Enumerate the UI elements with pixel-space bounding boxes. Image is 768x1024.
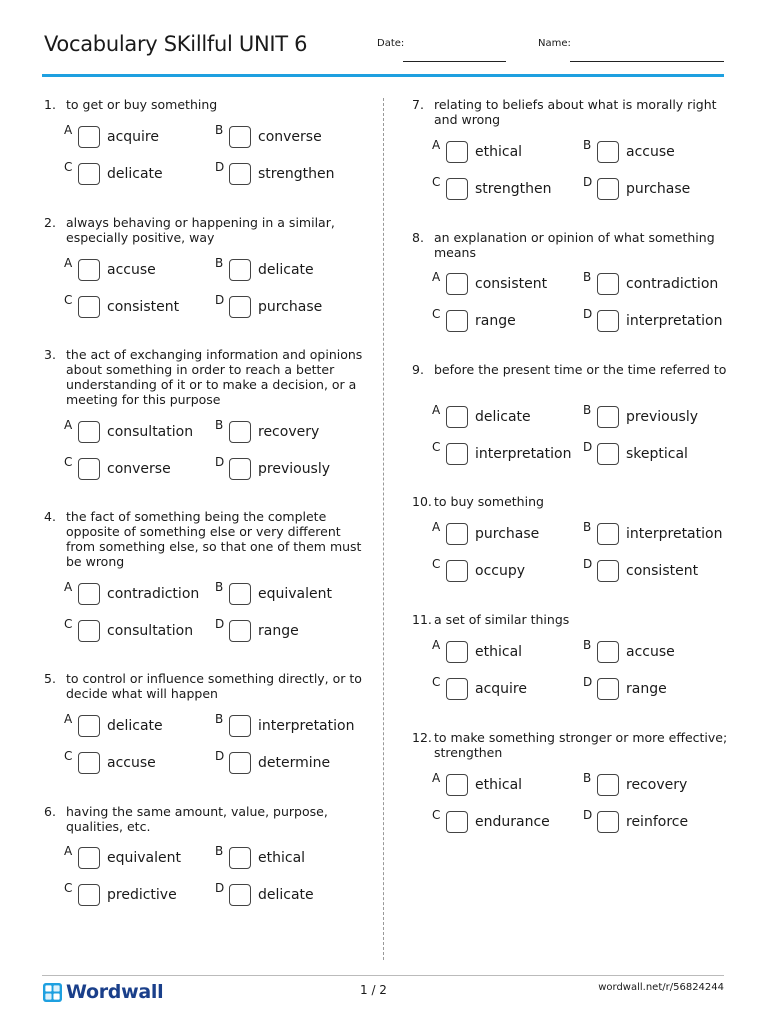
question-number: 11.	[412, 612, 432, 627]
answer-checkbox[interactable]	[446, 406, 468, 428]
wordwall-logo-icon	[43, 983, 62, 1002]
option-word: previously	[258, 461, 331, 477]
answer-option[interactable]	[583, 773, 733, 797]
option-letter: A	[64, 580, 73, 594]
answer-checkbox[interactable]	[229, 421, 251, 443]
answer-checkbox[interactable]	[229, 583, 251, 605]
option-letter: B	[583, 771, 592, 785]
option-word: interpretation	[626, 526, 723, 542]
option-word: consistent	[626, 563, 699, 579]
answer-option[interactable]	[432, 640, 582, 664]
question-text: relating to beliefs about what is morally right and wrong	[434, 97, 717, 127]
option-word: accuse	[107, 755, 156, 771]
option-word: determine	[258, 755, 331, 771]
option-letter: C	[432, 440, 441, 454]
option-word: ethical	[475, 777, 523, 793]
question-number: 12.	[412, 730, 432, 745]
answer-checkbox[interactable]	[78, 458, 100, 480]
answer-checkbox[interactable]	[78, 163, 100, 185]
answer-checkbox[interactable]	[446, 273, 468, 295]
option-letter: A	[432, 138, 441, 152]
header-divider	[42, 74, 724, 77]
option-word: consultation	[107, 424, 194, 440]
answer-option[interactable]	[432, 272, 582, 296]
answer-option[interactable]	[215, 883, 365, 907]
footer-url[interactable]: wordwall.net/r/56824244	[598, 982, 724, 993]
answer-checkbox[interactable]	[597, 678, 619, 700]
answer-option[interactable]	[432, 405, 582, 429]
option-letter: B	[215, 123, 224, 137]
option-word: previously	[626, 409, 699, 425]
option-letter: B	[215, 418, 224, 432]
answer-checkbox[interactable]	[78, 259, 100, 281]
option-word: equivalent	[107, 850, 181, 866]
option-letter: C	[432, 307, 441, 321]
option-word: recovery	[626, 777, 688, 793]
answer-checkbox[interactable]	[446, 523, 468, 545]
option-word: range	[626, 681, 667, 697]
answer-checkbox[interactable]	[446, 678, 468, 700]
question-text: the act of exchanging information and opinions about something in order to reach a better understanding of it or to make a decision, or a meeting for this purpose	[66, 347, 363, 407]
answer-checkbox[interactable]	[78, 583, 100, 605]
option-word: accuse	[107, 262, 156, 278]
answer-option[interactable]	[432, 140, 582, 164]
option-letter: A	[432, 771, 441, 785]
option-letter: B	[583, 138, 592, 152]
answer-checkbox[interactable]	[446, 641, 468, 663]
option-letter: C	[64, 749, 73, 763]
question-number: 9.	[412, 362, 424, 377]
option-word: acquire	[107, 129, 159, 145]
option-letter: D	[583, 557, 593, 571]
answer-checkbox[interactable]	[597, 774, 619, 796]
option-letter: B	[583, 270, 592, 284]
question-number: 2.	[44, 215, 56, 230]
answer-checkbox[interactable]	[229, 847, 251, 869]
option-letter: A	[432, 520, 441, 534]
answer-checkbox[interactable]	[229, 296, 251, 318]
answer-checkbox[interactable]	[446, 811, 468, 833]
answer-option[interactable]	[432, 810, 582, 834]
answer-option[interactable]	[64, 883, 214, 907]
option-letter: A	[64, 712, 73, 726]
answer-option[interactable]	[432, 177, 582, 201]
answer-checkbox[interactable]	[78, 620, 100, 642]
answer-checkbox[interactable]	[597, 310, 619, 332]
option-letter: B	[583, 520, 592, 534]
option-letter: C	[432, 675, 441, 689]
option-letter: A	[64, 123, 73, 137]
answer-checkbox[interactable]	[446, 141, 468, 163]
answer-option[interactable]	[64, 125, 214, 149]
answer-option[interactable]	[583, 559, 733, 583]
brand-name: Wordwall	[66, 981, 164, 1003]
option-letter: B	[583, 403, 592, 417]
option-letter: B	[215, 580, 224, 594]
answer-option[interactable]	[583, 177, 733, 201]
option-word: equivalent	[258, 586, 332, 602]
question-text: the fact of something being the complete opposite of something else or very different from something else, so that one of them must be wrong	[66, 509, 362, 569]
question-text: to buy something	[434, 494, 544, 509]
option-word: delicate	[258, 887, 314, 903]
answer-option[interactable]	[215, 582, 365, 606]
answer-checkbox[interactable]	[229, 458, 251, 480]
page-title: Vocabulary SKillful UNIT 6	[44, 32, 308, 56]
answer-option[interactable]	[64, 582, 214, 606]
question-number: 6.	[44, 804, 56, 819]
answer-checkbox[interactable]	[597, 178, 619, 200]
option-letter: C	[432, 808, 441, 822]
answer-checkbox[interactable]	[229, 752, 251, 774]
answer-option[interactable]	[215, 714, 365, 738]
answer-checkbox[interactable]	[597, 811, 619, 833]
answer-option[interactable]	[215, 420, 365, 444]
answer-checkbox[interactable]	[446, 774, 468, 796]
question-text: to get or buy something	[66, 97, 218, 112]
option-letter: B	[215, 712, 224, 726]
answer-option[interactable]	[64, 619, 214, 643]
option-word: strengthen	[475, 181, 552, 197]
answer-checkbox[interactable]	[597, 443, 619, 465]
option-letter: A	[432, 638, 441, 652]
answer-option[interactable]	[215, 258, 365, 282]
option-word: skeptical	[626, 446, 688, 462]
option-word: delicate	[107, 718, 163, 734]
option-word: accuse	[626, 144, 675, 160]
question-number: 10.	[412, 494, 432, 509]
option-word: consultation	[107, 623, 194, 639]
answer-option[interactable]	[64, 714, 214, 738]
option-word: ethical	[475, 144, 523, 160]
answer-option[interactable]	[215, 162, 365, 186]
answer-checkbox[interactable]	[229, 163, 251, 185]
answer-checkbox[interactable]	[78, 715, 100, 737]
answer-option[interactable]	[583, 522, 733, 546]
option-letter: D	[583, 307, 593, 321]
answer-option[interactable]	[64, 457, 214, 481]
option-word: acquire	[475, 681, 527, 697]
answer-option[interactable]	[64, 751, 214, 775]
column-divider	[383, 98, 384, 960]
option-letter: D	[583, 808, 593, 822]
answer-option[interactable]	[432, 309, 582, 333]
option-letter: A	[432, 403, 441, 417]
option-word: occupy	[475, 563, 526, 579]
option-word: ethical	[258, 850, 306, 866]
question-text: always behaving or happening in a similar, especially positive, way	[66, 215, 335, 245]
answer-option[interactable]	[215, 295, 365, 319]
answer-checkbox[interactable]	[78, 296, 100, 318]
answer-option[interactable]	[432, 559, 582, 583]
question-number: 7.	[412, 97, 424, 112]
option-word: predictive	[107, 887, 177, 903]
answer-option[interactable]	[215, 751, 365, 775]
question-number: 4.	[44, 509, 56, 524]
option-word: contradiction	[107, 586, 200, 602]
answer-option[interactable]	[583, 140, 733, 164]
option-word: delicate	[107, 166, 163, 182]
answer-option[interactable]	[215, 125, 365, 149]
option-word: purchase	[626, 181, 691, 197]
option-letter: A	[64, 418, 73, 432]
option-word: contradiction	[626, 276, 719, 292]
option-letter: C	[432, 557, 441, 571]
option-word: range	[258, 623, 299, 639]
option-letter: C	[64, 455, 73, 469]
answer-option[interactable]	[64, 162, 214, 186]
answer-checkbox[interactable]	[597, 141, 619, 163]
answer-checkbox[interactable]	[446, 560, 468, 582]
answer-option[interactable]	[583, 677, 733, 701]
date-label: Date:	[377, 38, 405, 49]
answer-checkbox[interactable]	[446, 310, 468, 332]
answer-checkbox[interactable]	[597, 560, 619, 582]
option-word: delicate	[475, 409, 531, 425]
option-letter: C	[432, 175, 441, 189]
answer-checkbox[interactable]	[229, 259, 251, 281]
answer-checkbox[interactable]	[78, 752, 100, 774]
answer-option[interactable]	[64, 846, 214, 870]
option-word: recovery	[258, 424, 320, 440]
option-word: converse	[258, 129, 322, 145]
question-number: 8.	[412, 230, 424, 245]
option-letter: D	[215, 455, 225, 469]
option-word: strengthen	[258, 166, 335, 182]
answer-option[interactable]	[583, 309, 733, 333]
option-letter: D	[583, 175, 593, 189]
option-word: reinforce	[626, 814, 689, 830]
option-word: purchase	[258, 299, 323, 315]
name-field-line[interactable]	[570, 61, 724, 62]
answer-option[interactable]	[64, 295, 214, 319]
answer-checkbox[interactable]	[229, 715, 251, 737]
answer-option[interactable]	[64, 258, 214, 282]
option-letter: D	[215, 617, 225, 631]
option-word: consistent	[107, 299, 180, 315]
answer-option[interactable]	[583, 272, 733, 296]
question-number: 1.	[44, 97, 56, 112]
question-text: a set of similar things	[434, 612, 570, 627]
option-letter: B	[215, 844, 224, 858]
option-word: consistent	[475, 276, 548, 292]
answer-option[interactable]	[432, 442, 582, 466]
answer-option[interactable]	[583, 405, 733, 429]
answer-option[interactable]	[215, 457, 365, 481]
answer-option[interactable]	[215, 619, 365, 643]
option-letter: D	[583, 440, 593, 454]
question-text: to make something stronger or more effective; strengthen	[434, 730, 728, 760]
option-letter: C	[64, 881, 73, 895]
answer-option[interactable]	[432, 522, 582, 546]
page-number: 1 / 2	[360, 983, 387, 997]
answer-checkbox[interactable]	[597, 406, 619, 428]
option-word: purchase	[475, 526, 540, 542]
option-letter: A	[64, 844, 73, 858]
option-letter: D	[215, 749, 225, 763]
option-letter: D	[215, 293, 225, 307]
answer-checkbox[interactable]	[446, 178, 468, 200]
option-word: endurance	[475, 814, 550, 830]
answer-checkbox[interactable]	[78, 847, 100, 869]
answer-checkbox[interactable]	[78, 421, 100, 443]
option-letter: D	[215, 881, 225, 895]
answer-option[interactable]	[583, 442, 733, 466]
option-letter: C	[64, 617, 73, 631]
option-word: range	[475, 313, 516, 329]
worksheet-header	[44, 30, 724, 78]
answer-option[interactable]	[583, 640, 733, 664]
option-letter: C	[64, 293, 73, 307]
answer-checkbox[interactable]	[229, 126, 251, 148]
option-word: accuse	[626, 644, 675, 660]
option-word: interpretation	[475, 446, 572, 462]
option-letter: A	[64, 256, 73, 270]
option-letter: C	[64, 160, 73, 174]
question-number: 3.	[44, 347, 56, 362]
answer-checkbox[interactable]	[446, 443, 468, 465]
option-letter: A	[432, 270, 441, 284]
answer-checkbox[interactable]	[597, 273, 619, 295]
option-letter: D	[215, 160, 225, 174]
question-text: an explanation or opinion of what something means	[434, 230, 715, 260]
answer-checkbox[interactable]	[597, 641, 619, 663]
option-letter: B	[583, 638, 592, 652]
question-text: before the present time or the time referred to	[434, 362, 727, 377]
option-letter: B	[215, 256, 224, 270]
option-word: converse	[107, 461, 171, 477]
answer-option[interactable]	[583, 810, 733, 834]
answer-checkbox[interactable]	[229, 884, 251, 906]
option-letter: D	[583, 675, 593, 689]
option-word: interpretation	[258, 718, 355, 734]
answer-option[interactable]	[215, 846, 365, 870]
question-number: 5.	[44, 671, 56, 686]
answer-option[interactable]	[432, 773, 582, 797]
answer-checkbox[interactable]	[597, 523, 619, 545]
option-word: delicate	[258, 262, 314, 278]
answer-checkbox[interactable]	[78, 884, 100, 906]
option-word: ethical	[475, 644, 523, 660]
name-label: Name:	[538, 38, 571, 49]
answer-checkbox[interactable]	[229, 620, 251, 642]
option-word: interpretation	[626, 313, 723, 329]
question-text: having the same amount, value, purpose, qualities, etc.	[66, 804, 328, 834]
question-text: to control or influence something directly, or to decide what will happen	[66, 671, 362, 701]
answer-option[interactable]	[64, 420, 214, 444]
answer-checkbox[interactable]	[78, 126, 100, 148]
answer-option[interactable]	[432, 677, 582, 701]
footer-divider	[42, 975, 724, 976]
date-field-line[interactable]	[403, 61, 506, 62]
